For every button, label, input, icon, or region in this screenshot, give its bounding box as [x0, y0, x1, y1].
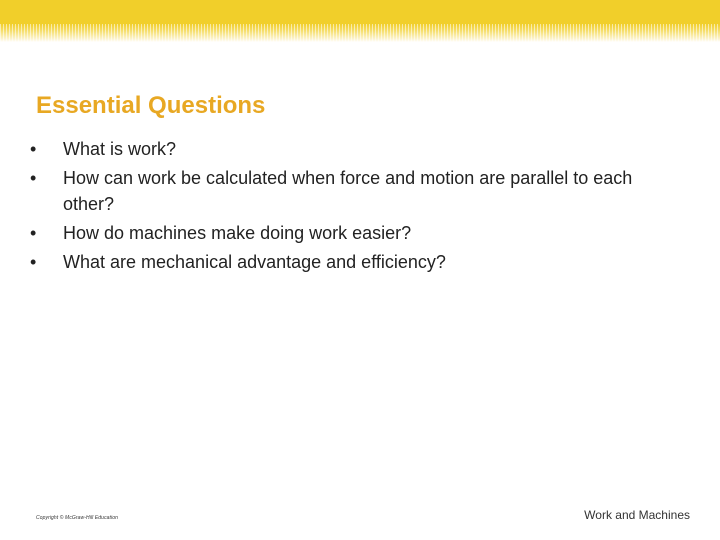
header-band [0, 0, 720, 42]
bullet: • [30, 252, 37, 272]
slide-title: Essential Questions [36, 92, 266, 119]
bullet: • [30, 223, 37, 243]
bullet: • [30, 168, 37, 188]
question-text: How do machines make doing work easier? [63, 223, 412, 243]
question-text: What is work? [63, 139, 177, 159]
question-text: What are mechanical advantage and efficiency? [63, 252, 446, 272]
question-list [30, 136, 670, 278]
footer-section-title: Work and Machines [584, 508, 690, 522]
header-band-texture [0, 24, 720, 42]
question-item [30, 249, 670, 275]
question-text: How can work be calculated when force and motion are parallel to each other? [63, 168, 633, 214]
bullet: • [30, 139, 37, 159]
question-item [30, 165, 670, 217]
copyright-notice: Copyright © McGraw-Hill Education [36, 515, 119, 521]
question-item [30, 220, 670, 246]
question-item [30, 136, 670, 162]
